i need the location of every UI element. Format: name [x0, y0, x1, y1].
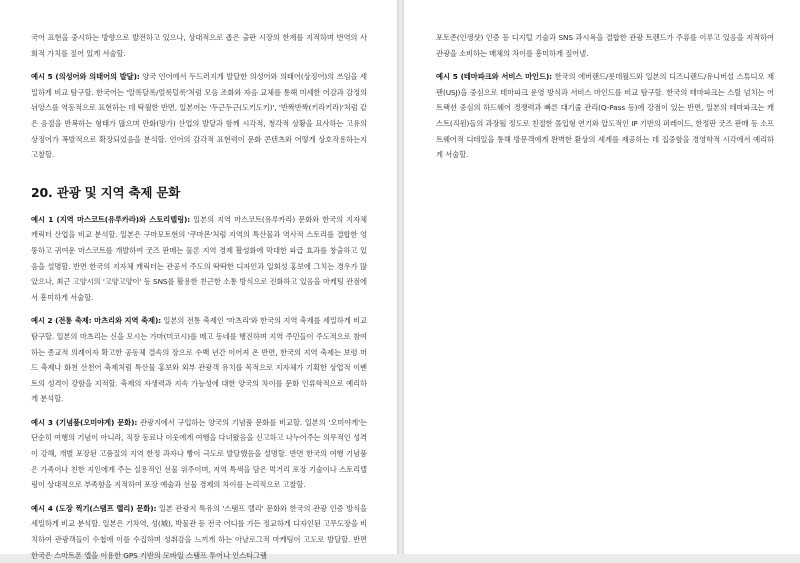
example-1-paragraph: [31, 212, 367, 306]
example-5-text: 양국 언어에서 두드러지게 발달한 의성어와 의태어(상징어)의 쓰임을 세밀하게 비교 탐구할. 한국어는 '알록달록/얼룩덜룩'처럼 모음 조화와 자음 교체를 통해 미세한 어감과 감정의 뉘앙스를 역동적으로 표현하는 데 탁월한 반면, 일본어는 '두근두근(도키도키)', '반짝반짝(키라키라)'처럼 같은 음절을 반복하는 형태가 많으며 만화(망가) 산업의 발달과 함께 시각적, 청각적 상황을 묘사하는 고유의 상징어가 폭발적으로 확장되었음을 분석할. 언어의 감각적 표현력이 문화 콘텐츠와 어떻게 상호작용하는지 고찰할.: [31, 72, 367, 160]
example-1-lead: 예시 1 (지역 마스코트(유루카라)와 스토리텔링):: [31, 214, 191, 224]
example-1-text: 일본의 지역 마스코트(유루카라) 문화와 한국의 지자체 캐릭터 산업을 비교 분석할. 일본은 구마모토현의 '쿠마몬'처럼 지역의 특산물과 역사적 스토리를 결합한 엉뚱하고 귀여운 마스코트를 개발하여 굿즈 판매는 물론 지역 경제 활성화에 막대한 파급 효과를 창출하고 있음을 설명할. 반면 한국의 지자체 캐릭터는 관공서 주도의 딱딱한 디자인과 일회성 홍보에 그치는 경우가 많았으나, 최근 고양시의 '고양고양이' 등 SNS를 활용한 친근한 소통 방식으로 진화하고 있음을 마케팅 관점에서 흥미하게 서술할.: [31, 214, 368, 302]
example-4-paragraph: [31, 501, 367, 563]
example-5-paragraph: [31, 69, 367, 163]
example-5-lead: 예시 5 (의성어와 의태어의 발달):: [31, 72, 140, 82]
intro-fragment: 국어 표현을 중시하는 방향으로 발전하고 있으나, 상대적으로 좁은 출판 시장의 한계를 지적하며 번역의 사회적 가치를 짚어 있게 서술할.: [31, 33, 367, 58]
example-4-lead: 예시 4 (도장 찍기(스탬프 랠리) 문화):: [31, 503, 157, 513]
example-3-paragraph: [31, 415, 367, 493]
right-example-5-lead: 예시 5 (테마파크와 서비스 마인드):: [436, 72, 552, 82]
right-example-5-paragraph: [436, 69, 774, 163]
right-page: [404, 0, 800, 554]
example-2-paragraph: [31, 313, 367, 407]
example-3-text: 관광지에서 구입하는 양국의 기념품 문화를 비교할. 일본의 '오미야게'는 단순히 여행의 기념이 아니라, 직장 동료나 이웃에게 여행을 다녀왔음을 신고하고 나누어주는 의무적인 성격이 강해, 개별 포장된 고품질의 지역 한정 과자나 빵이 극도로 발달했음을 설명할. 반면 한국의 여행 기념품은 가족이나 친한 지인에게 주는 실용적인 선물 위주이며, 지역 특색을 담은 먹거리 포장 기술이나 스토리텔링이 상대적으로 부족함을 지적하여 포장 예술과 선물 경제의 차이를 논리적으로 고찰할.: [31, 417, 367, 490]
right-example-5-text: 한국의 에버랜드/롯데월드와 일본의 디즈니랜드/유니버설 스튜디오 재팬(USJ)을 중심으로 테마파크 운영 방식과 서비스 마인드를 비교 탐구할. 한국의 테마파크는 스릴 넘치는 어트랙션 중심의 하드웨어 경쟁력과 빠른 대기줄 관리(Q-Pass 등)에 강점이 있는 반면, 일본의 테마파크는 캐스트(직원)들의 과장될 정도로 친절한 몰입형 연기와 압도적인 IP 기반의 퍼레이드, 한정판 굿즈 판매 등 소프트웨어적 디테일을 통해 방문객에게 완벽한 환상의 세계를 제공하는 데 집중함을 경영학적 시각에서 예리하게 서술할.: [436, 72, 774, 160]
example-2-text: 일본의 전통 축제인 '마츠리'와 한국의 지역 축제를 세밀하게 비교 탐구할. 일본의 마츠리는 신을 모시는 가마(미코시)를 메고 동네를 행진하며 지역 주민들이 주도적으로 참여하는 종교적 의례이자 확고한 공동체 결속의 장으로 수백 년간 이어져 온 반면, 한국의 지역 축제는 보령 머드 축제나 화천 산천어 축제처럼 특산물 홍보와 외부 관광객 유치를 목적으로 지자체가 기획한 상업적 이벤트의 성격이 강함을 지적할. 축제의 자생력과 지속 가능성에 대한 양국의 차이를 문화 인류학적으로 예리하게 분석할.: [31, 316, 367, 404]
example-4-text: 일본 관광지 특유의 '스탬프 랠리' 문화와 한국의 관광 인증 방식을 세밀하게 비교 분석할. 일본은 기차역, 성(城), 박물관 등 전국 어디를 가든 정교하게 디자인된 고무도장을 비치하여 관광객들이 수첩에 이를 수집하며 성취감을 느끼게 하는 아날로그적 마케팅이 고도로 발달할. 반면 한국은 스마트폰 앱을 이용한 GPS 기반의 모바일 스탬프 투어나 인스타그램: [31, 503, 367, 560]
example-3-lead: 예시 3 (기념품(오미야게) 문화):: [31, 417, 138, 427]
page-gutter: [397, 0, 404, 554]
section-heading: 20. 관광 및 지역 축제 문화: [31, 184, 181, 200]
left-page: [0, 0, 397, 560]
right-intro-fragment: 포토존(인생샷) 인증 등 디지털 기술과 SNS 과시욕을 결합한 관광 트렌드가 주류를 이루고 있음을 지적하여 관광을 소비하는 매체의 차이를 흥미하게 짚어낼.: [436, 33, 774, 58]
example-2-lead: 예시 2 (전통 축제: 마츠리와 지역 축제):: [31, 316, 162, 326]
